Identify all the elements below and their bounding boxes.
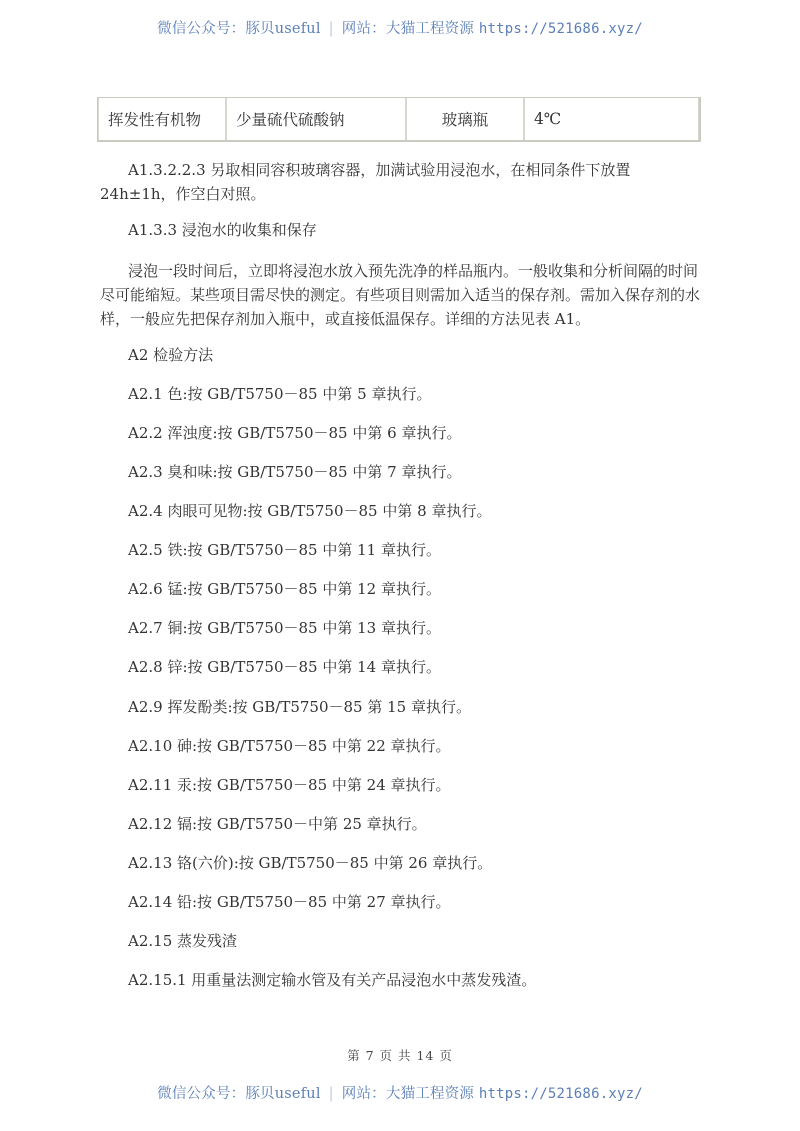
watermark-site: 网站：大猫工程资源: [341, 1086, 475, 1102]
page-number: 第 7 页 共 14 页: [347, 1048, 453, 1063]
table-row: [98, 98, 699, 140]
list-item: A2.15 蒸发残渣: [128, 932, 237, 950]
watermark-url[interactable]: https://521686.xyz/: [478, 1086, 643, 1102]
preservation-table: [97, 97, 701, 142]
list-item: A2.2 浑浊度:按 GB/T5750－85 中第 6 章执行。: [128, 424, 462, 442]
list-item: A2.8 锌:按 GB/T5750－85 中第 14 章执行。: [128, 658, 441, 676]
list-item: A2.7 铜:按 GB/T5750－85 中第 13 章执行。: [128, 619, 441, 637]
list-item: A2.3 臭和味:按 GB/T5750－85 中第 7 章执行。: [128, 463, 462, 481]
cell-preservative: 少量硫代硫酸钠: [226, 98, 406, 140]
list-item: A2.13 铬(六价):按 GB/T5750－85 中第 26 章执行。: [128, 854, 493, 872]
list-item: A2.5 铁:按 GB/T5750－85 中第 11 章执行。: [128, 541, 441, 559]
list-item: A2.4 肉眼可见物:按 GB/T5750－85 中第 8 章执行。: [128, 502, 492, 520]
cell-temperature: 4℃: [524, 98, 699, 140]
paragraph-collection-storage: 浸泡一段时间后，立即将浸泡水放入预先洗净的样品瓶内。一般收集和分析间隔的时间尽可能缩短。某些项目需尽快的测定。有些项目则需加入适当的保存剂。需加入保存剂的水样，一般应先把保存剂加入瓶中，或直接低温保存。详细的方法见表 A1。: [100, 262, 701, 328]
list-item: A2.15.1 用重量法测定输水管及有关产品浸泡水中蒸发残渣。: [128, 971, 537, 989]
watermark-footer: [0, 1082, 800, 1103]
watermark-account: 微信公众号：豚贝useful: [157, 1086, 321, 1102]
paragraph-heading-collection: A1.3.3 浸泡水的收集和保存: [128, 221, 317, 239]
watermark-separator: |: [328, 21, 334, 37]
list-item: A2.9 挥发酚类:按 GB/T5750－85 第 15 章执行。: [128, 698, 471, 716]
list-item: A2.1 色:按 GB/T5750－85 中第 5 章执行。: [128, 385, 432, 403]
list-item: A2.11 汞:按 GB/T5750－85 中第 24 章执行。: [128, 776, 451, 794]
list-item: A2.10 砷:按 GB/T5750－85 中第 22 章执行。: [128, 737, 451, 755]
watermark-url[interactable]: https://521686.xyz/: [478, 21, 643, 37]
watermark-site: 网站：大猫工程资源: [341, 21, 475, 37]
watermark-header: [0, 17, 800, 38]
section-heading: A2 检验方法: [128, 346, 214, 364]
watermark-separator: |: [328, 1086, 334, 1102]
list-item: A2.12 镉:按 GB/T5750－中第 25 章执行。: [128, 815, 427, 833]
watermark-account: 微信公众号：豚贝useful: [157, 21, 321, 37]
list-item: A2.14 铅:按 GB/T5750－85 中第 27 章执行。: [128, 893, 451, 911]
cell-container: 玻璃瓶: [406, 98, 524, 140]
cell-item: 挥发性有机物: [98, 98, 226, 140]
paragraph-blank-control: A1.3.2.2.3 另取相同容积玻璃容器，加满试验用浸泡水，在相同条件下放置24h±1h，作空白对照。: [100, 161, 631, 203]
list-item: A2.6 锰:按 GB/T5750－85 中第 12 章执行。: [128, 580, 441, 598]
